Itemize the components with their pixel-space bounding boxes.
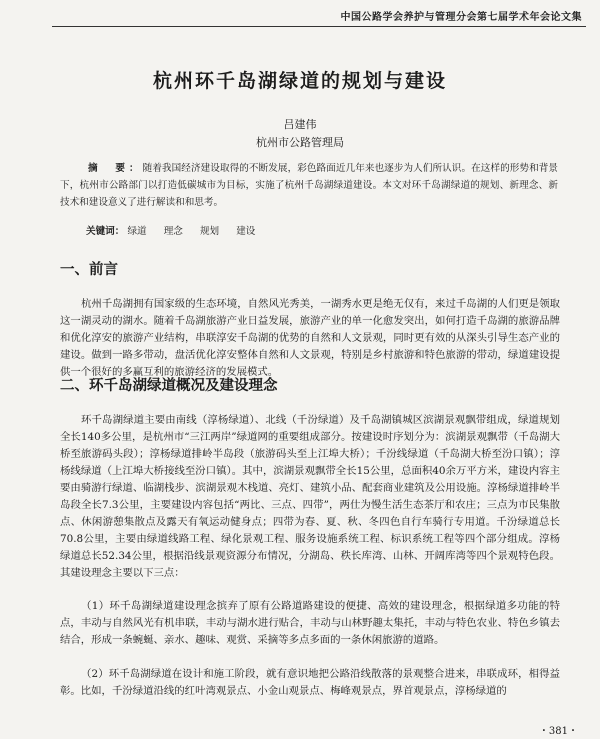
header-rule [52, 26, 586, 27]
keyword: 绿道 [127, 226, 147, 237]
keywords [86, 223, 558, 237]
intro-paragraph: 杭州千岛湖拥有国家级的生态环境，自然风光秀美，一湖秀水更是绝无仅有，来过千岛湖的人们更是领取这一湖灵动的湖水。随着千岛湖旅游产业日益发展，旅游产业的单一化愈发突出，如何打造千岛湖的旅游品牌和优化淳安的旅游产业结构，串联淳安千岛湖的优势的自然和人文景观，同时更有效的从深头引导生态产业的建设。做到一路多带动，盘活优化淳安整体自然和人文景观，特别是乡村旅游和特色旅游的带动，绿道建设提供一个很好的多赢互利的旅游经济的发展模式。 [60, 298, 560, 378]
section-heading-intro: 一、前言 [60, 262, 118, 278]
keyword: 理念 [163, 226, 183, 237]
keyword: 建设 [236, 226, 256, 237]
overview-paragraph: 环千岛湖绿道主要由南线（淳杨绿道）、北线（千汾绿道）及千岛湖镇城区滨湖景观飘带组成，绿道规划全长140多公里，是杭州市“三江两岸”绿道网的重要组成部分。按建设时序划分为：滨湖景观飘带（千岛湖大桥至旅游码头段）；淳杨绿道排岭半岛段（旅游码头至上江埠大桥）；千汾线绿道（千岛湖大桥至汾口镇）；淳杨线绿道（上江埠大桥接线至汾口镇）。其中，滨湖景观飘带全长15公里，总面积40余万平方米，建设内容主要由骑游行绿道、临湖栈步、滨湖景观木栈道、亮灯、建筑小品、配套商业建筑及公用设施。淳杨绿道排岭半岛段全长7.3公里，主要建设内容包括“两比、三点、四带”，两仕为慢生活生态茶厅和农庄；三点为市民集散点、休闲游憩集散点及露天有氧运动健身点；四带为春、夏、秋、冬四色自行车骑行专用道。千汾绿道总长70.8公里，主要由绿道线路工程、绿化景观工程、服务设施系统工程、标识系统工程等四个部分组成。淳杨绿道总长52.34公里，根据沿线景观资源分布情况，分湖岛、秩长库湾、山林、开阔库湾等四个景观特色段。其建设理念主要以下三点： [60, 414, 560, 579]
author-affiliation: 杭州市公路管理局 [256, 136, 344, 149]
running-header: 中国公路学会养护与管理分会第七届学术年会论文集 [340, 12, 582, 23]
keyword: 规划 [199, 226, 220, 237]
author-name: 吕建伟 [283, 118, 317, 131]
abstract-text: 随着我国经济建设取得的不断发展，彩色路面近几年来也逐步为人们所认识。在这样的形势和背景下，杭州市公路部门以打造低碳城市为目标，实施了杭州千岛湖绿道建设。本文对环千岛湖绿道的规划、新理念、新技术和建设意义了进行解读和和思考。 [60, 163, 559, 208]
abstract-label: 摘 要： [88, 163, 143, 174]
abstract [60, 160, 558, 211]
keywords-label: 关键词： [86, 226, 125, 237]
concept-paragraph-2: （2）环千岛湖绿道在设计和施工阶段，就有意识地把公路沿线散落的景观整合进来，串联成环，相得益彰。比如，千汾绿道沿线的红叶湾观景点、小金山观景点、梅峰观景点，界首观景点，淳杨绿道的 [60, 668, 560, 697]
concept-paragraph-1: （1）环千岛湖绿道建设理念摈弃了原有公路道路建设的便捷、高效的建设理念，根据绿道多功能的特点，丰动与自然风光有机串联，丰动与湖水进行贴合，丰动与山林野趣太集托，丰动与特色农业、特色乡镇去结合，形成一条蜿蜒、亲水、趣味、观赏、采摘等多点多面的一条休闲旅游的道路。 [60, 600, 560, 646]
section-heading-overview: 二、环千岛湖绿道概况及建设理念 [60, 378, 278, 394]
page-number: ・381・ [538, 726, 578, 737]
paper-title: 杭州环千岛湖绿道的规划与建设 [152, 70, 447, 92]
